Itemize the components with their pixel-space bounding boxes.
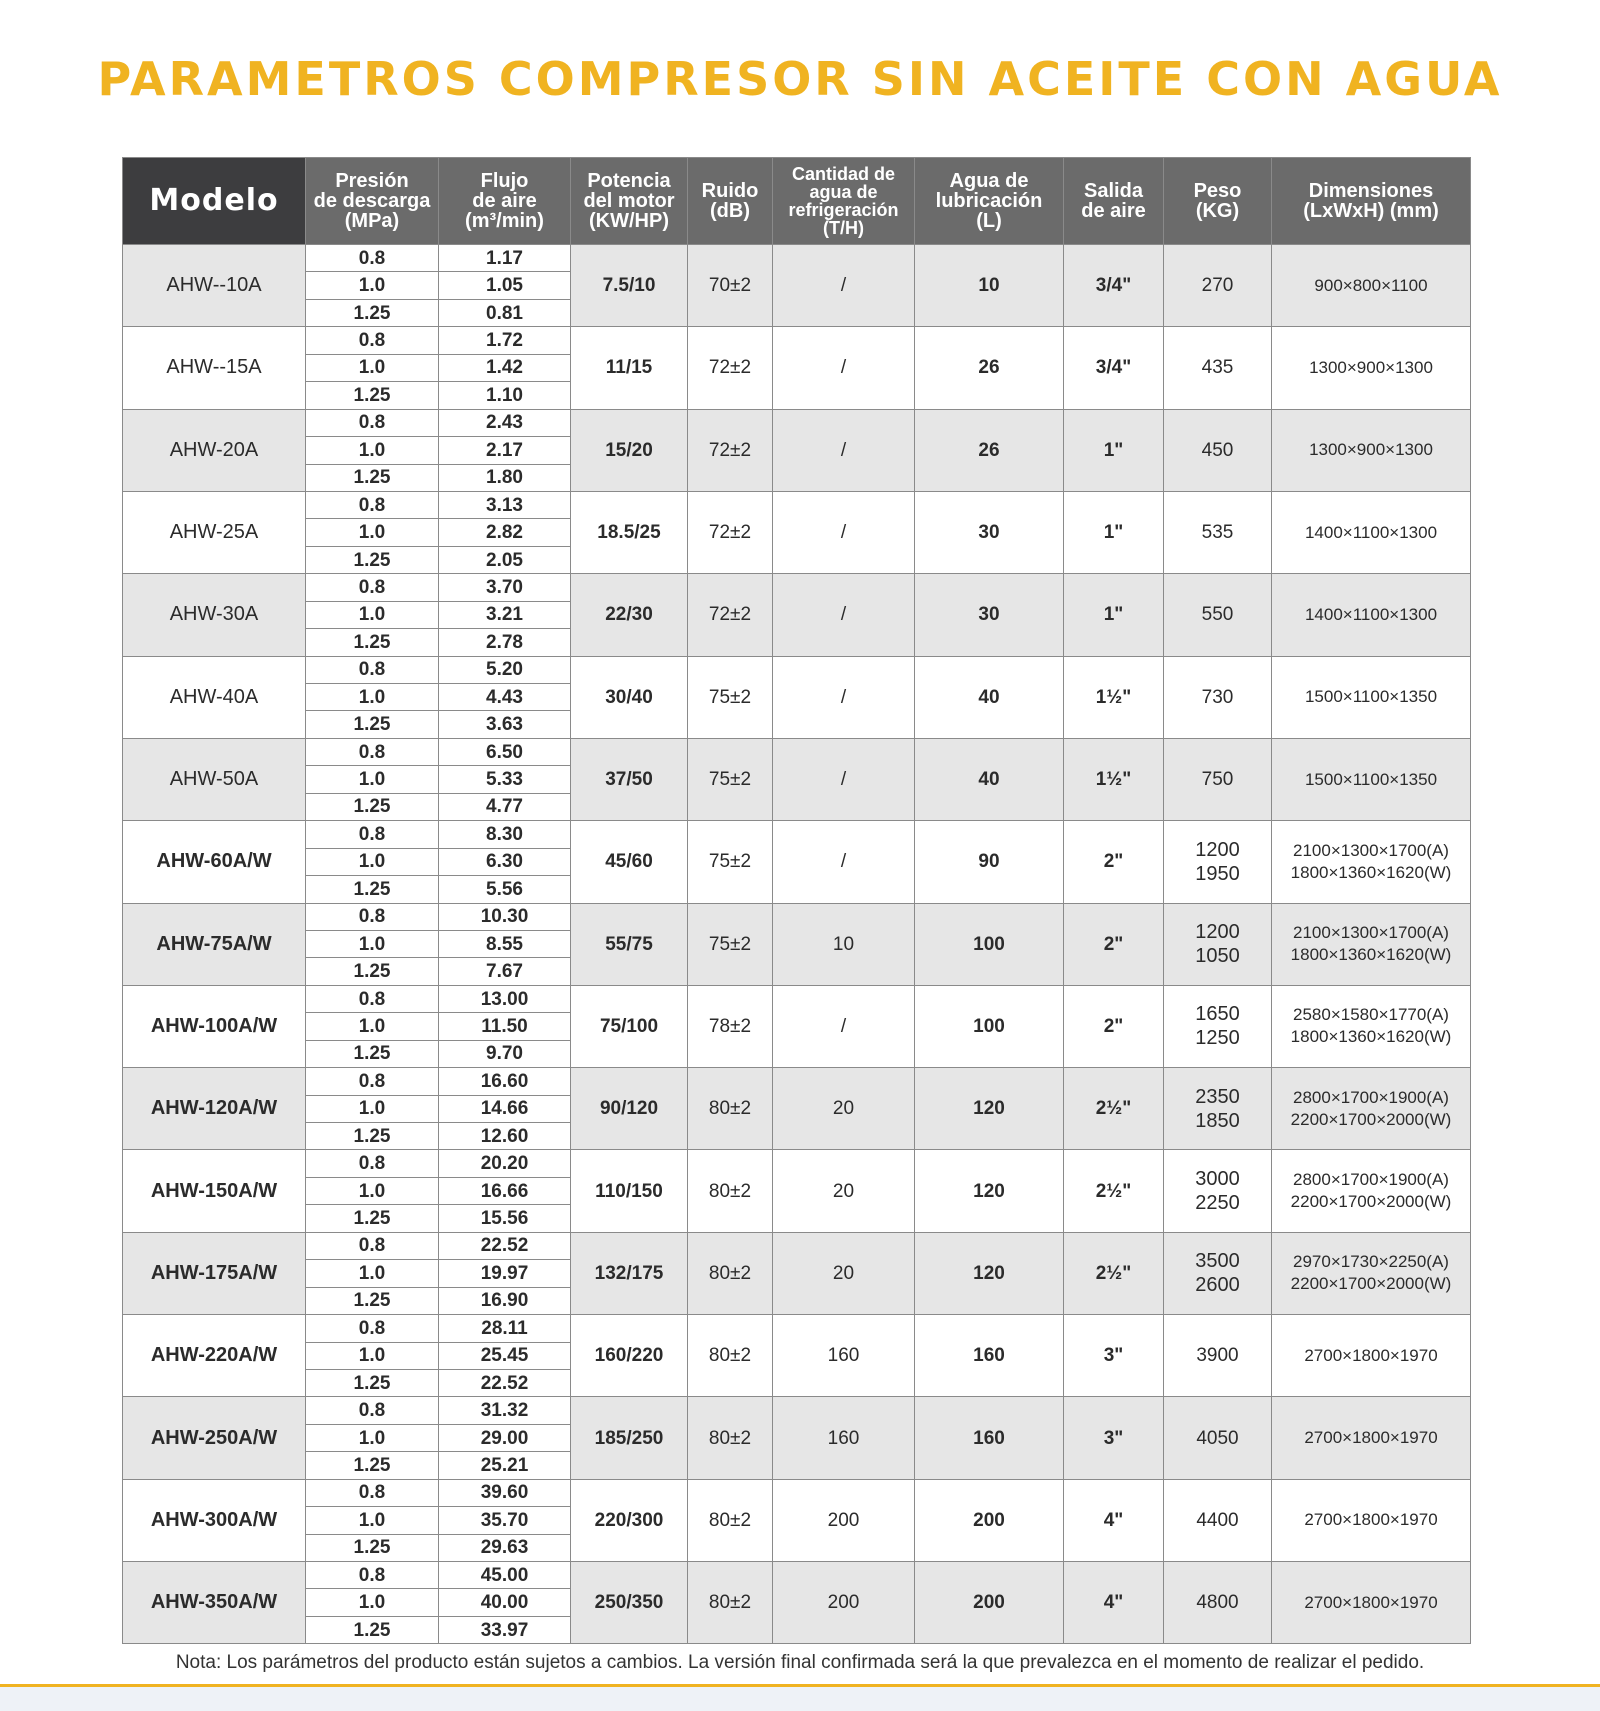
- pressure-cell: 0.8: [306, 327, 439, 354]
- cooling-water-cell: /: [773, 409, 915, 491]
- power-cell: 7.5/10: [571, 245, 688, 327]
- pressure-cell: 1.0: [306, 1342, 439, 1369]
- table-row: [123, 1068, 1471, 1095]
- header-model: Modelo: [123, 158, 306, 245]
- cooling-water-cell: 20: [773, 1150, 915, 1232]
- dimensions-cell: 2800×1700×1900(A) 2200×1700×2000(W): [1272, 1068, 1471, 1150]
- noise-cell: 80±2: [688, 1562, 773, 1644]
- model-cell: AHW-250A/W: [123, 1397, 306, 1479]
- model-cell: AHW-40A: [123, 656, 306, 738]
- noise-cell: 80±2: [688, 1397, 773, 1479]
- flow-cell: 2.43: [439, 409, 571, 436]
- air-outlet-cell: 1": [1064, 574, 1164, 656]
- table-row: [123, 1150, 1471, 1177]
- flow-cell: 15.56: [439, 1205, 571, 1232]
- flow-cell: 25.21: [439, 1452, 571, 1479]
- page-title: PARAMETROS COMPRESOR SIN ACEITE CON AGUA: [97, 52, 1503, 106]
- pressure-cell: 1.25: [306, 711, 439, 738]
- noise-cell: 72±2: [688, 574, 773, 656]
- flow-cell: 16.66: [439, 1177, 571, 1204]
- noise-cell: 75±2: [688, 903, 773, 985]
- table-row: [123, 574, 1471, 601]
- flow-cell: 1.05: [439, 272, 571, 299]
- cooling-water-cell: /: [773, 656, 915, 738]
- flow-cell: 31.32: [439, 1397, 571, 1424]
- air-outlet-cell: 3": [1064, 1315, 1164, 1397]
- pressure-cell: 1.25: [306, 1040, 439, 1067]
- flow-cell: 33.97: [439, 1616, 571, 1643]
- dimensions-cell: 1400×1100×1300: [1272, 574, 1471, 656]
- pressure-cell: 1.25: [306, 1123, 439, 1150]
- flow-cell: 2.17: [439, 437, 571, 464]
- model-cell: AHW-350A/W: [123, 1562, 306, 1644]
- flow-cell: 2.78: [439, 629, 571, 656]
- weight-cell: 435: [1164, 327, 1272, 409]
- flow-cell: 39.60: [439, 1479, 571, 1506]
- pressure-cell: 1.0: [306, 437, 439, 464]
- weight-cell: 450: [1164, 409, 1272, 491]
- cooling-water-cell: 160: [773, 1397, 915, 1479]
- pressure-cell: 1.0: [306, 684, 439, 711]
- weight-cell: 4800: [1164, 1562, 1272, 1644]
- flow-cell: 16.60: [439, 1068, 571, 1095]
- pressure-cell: 0.8: [306, 491, 439, 518]
- flow-cell: 22.52: [439, 1369, 571, 1396]
- dimensions-cell: 2100×1300×1700(A) 1800×1360×1620(W): [1272, 821, 1471, 903]
- pressure-cell: 1.0: [306, 848, 439, 875]
- pressure-cell: 1.25: [306, 1452, 439, 1479]
- noise-cell: 80±2: [688, 1150, 773, 1232]
- lubrication-cell: 100: [915, 903, 1064, 985]
- noise-cell: 75±2: [688, 738, 773, 820]
- air-outlet-cell: 3/4": [1064, 245, 1164, 327]
- table-row: [123, 409, 1471, 436]
- flow-cell: 5.20: [439, 656, 571, 683]
- pressure-cell: 0.8: [306, 1315, 439, 1342]
- weight-cell: 270: [1164, 245, 1272, 327]
- pressure-cell: 1.25: [306, 958, 439, 985]
- table-row: [123, 985, 1471, 1012]
- lubrication-cell: 120: [915, 1150, 1064, 1232]
- cooling-water-cell: 200: [773, 1562, 915, 1644]
- model-cell: AHW-50A: [123, 738, 306, 820]
- header-row: [123, 158, 1471, 245]
- weight-cell: 3900: [1164, 1315, 1272, 1397]
- cooling-water-cell: /: [773, 738, 915, 820]
- table-row: [123, 1315, 1471, 1342]
- air-outlet-cell: 1½": [1064, 738, 1164, 820]
- pressure-cell: 0.8: [306, 1479, 439, 1506]
- model-group: [123, 574, 1471, 656]
- cooling-water-cell: /: [773, 985, 915, 1067]
- flow-cell: 1.17: [439, 245, 571, 272]
- weight-cell: 2350 1850: [1164, 1068, 1272, 1150]
- table-row: [123, 1232, 1471, 1259]
- model-group: [123, 1150, 1471, 1232]
- air-outlet-cell: 2½": [1064, 1150, 1164, 1232]
- cooling-water-cell: 200: [773, 1479, 915, 1561]
- pressure-cell: 1.25: [306, 876, 439, 903]
- model-cell: AHW--10A: [123, 245, 306, 327]
- cooling-water-cell: 160: [773, 1315, 915, 1397]
- pressure-cell: 1.0: [306, 766, 439, 793]
- pressure-cell: 1.0: [306, 1507, 439, 1534]
- weight-cell: 4050: [1164, 1397, 1272, 1479]
- flow-cell: 45.00: [439, 1562, 571, 1589]
- flow-cell: 5.56: [439, 876, 571, 903]
- footnote: Nota: Los parámetros del producto están sujetos a cambios. La versión final confirmada será la que prevalezca en el momento de realizar el pedido.: [175, 1652, 1425, 1673]
- air-outlet-cell: 3": [1064, 1397, 1164, 1479]
- bottom-band: [0, 1687, 1600, 1711]
- dimensions-cell: 2100×1300×1700(A) 1800×1360×1620(W): [1272, 903, 1471, 985]
- header-noise: Ruido (dB): [688, 158, 773, 245]
- pressure-cell: 1.25: [306, 382, 439, 409]
- flow-cell: 14.66: [439, 1095, 571, 1122]
- pressure-cell: 1.0: [306, 1589, 439, 1616]
- noise-cell: 72±2: [688, 491, 773, 573]
- pressure-cell: 0.8: [306, 738, 439, 765]
- lubrication-cell: 90: [915, 821, 1064, 903]
- model-group: [123, 1232, 1471, 1314]
- model-cell: AHW-120A/W: [123, 1068, 306, 1150]
- pressure-cell: 0.8: [306, 574, 439, 601]
- cooling-water-cell: /: [773, 491, 915, 573]
- flow-cell: 8.55: [439, 930, 571, 957]
- flow-cell: 11.50: [439, 1013, 571, 1040]
- pressure-cell: 1.25: [306, 546, 439, 573]
- weight-cell: 3500 2600: [1164, 1232, 1272, 1314]
- flow-cell: 1.80: [439, 464, 571, 491]
- power-cell: 30/40: [571, 656, 688, 738]
- air-outlet-cell: 2½": [1064, 1068, 1164, 1150]
- pressure-cell: 1.25: [306, 1616, 439, 1643]
- pressure-cell: 0.8: [306, 1150, 439, 1177]
- air-outlet-cell: 2": [1064, 985, 1164, 1067]
- power-cell: 185/250: [571, 1397, 688, 1479]
- flow-cell: 8.30: [439, 821, 571, 848]
- flow-cell: 9.70: [439, 1040, 571, 1067]
- pressure-cell: 1.25: [306, 1369, 439, 1396]
- header-flow: Flujo de aire (m³/min): [439, 158, 571, 245]
- air-outlet-cell: 1": [1064, 491, 1164, 573]
- pressure-cell: 0.8: [306, 1068, 439, 1095]
- dimensions-cell: 2700×1800×1970: [1272, 1562, 1471, 1644]
- pressure-cell: 1.25: [306, 1534, 439, 1561]
- model-group: [123, 1479, 1471, 1561]
- lubrication-cell: 26: [915, 409, 1064, 491]
- lubrication-cell: 120: [915, 1232, 1064, 1314]
- table-row: [123, 656, 1471, 683]
- spec-table: [122, 157, 1471, 1644]
- dimensions-cell: 1400×1100×1300: [1272, 491, 1471, 573]
- flow-cell: 22.52: [439, 1232, 571, 1259]
- model-group: [123, 1562, 1471, 1644]
- dimensions-cell: 2700×1800×1970: [1272, 1479, 1471, 1561]
- pressure-cell: 0.8: [306, 245, 439, 272]
- lubrication-cell: 200: [915, 1479, 1064, 1561]
- pressure-cell: 1.0: [306, 1260, 439, 1287]
- model-cell: AHW-75A/W: [123, 903, 306, 985]
- model-cell: AHW-60A/W: [123, 821, 306, 903]
- cooling-water-cell: /: [773, 245, 915, 327]
- table-row: [123, 903, 1471, 930]
- flow-cell: 40.00: [439, 1589, 571, 1616]
- weight-cell: 1650 1250: [1164, 985, 1272, 1067]
- table-row: [123, 245, 1471, 272]
- air-outlet-cell: 2": [1064, 821, 1164, 903]
- model-group: [123, 656, 1471, 738]
- model-group: [123, 409, 1471, 491]
- power-cell: 11/15: [571, 327, 688, 409]
- header-pressure: Presión de descarga (MPa): [306, 158, 439, 245]
- dimensions-cell: 2700×1800×1970: [1272, 1397, 1471, 1479]
- table-row: [123, 821, 1471, 848]
- pressure-cell: 1.0: [306, 272, 439, 299]
- pressure-cell: 1.0: [306, 354, 439, 381]
- flow-cell: 1.42: [439, 354, 571, 381]
- pressure-cell: 1.25: [306, 464, 439, 491]
- pressure-cell: 1.0: [306, 1177, 439, 1204]
- noise-cell: 80±2: [688, 1068, 773, 1150]
- model-group: [123, 1397, 1471, 1479]
- pressure-cell: 0.8: [306, 409, 439, 436]
- lubrication-cell: 30: [915, 491, 1064, 573]
- lubrication-cell: 10: [915, 245, 1064, 327]
- pressure-cell: 1.25: [306, 793, 439, 820]
- table-row: [123, 1562, 1471, 1589]
- pressure-cell: 1.0: [306, 1013, 439, 1040]
- pressure-cell: 0.8: [306, 903, 439, 930]
- noise-cell: 80±2: [688, 1232, 773, 1314]
- power-cell: 110/150: [571, 1150, 688, 1232]
- dimensions-cell: 1300×900×1300: [1272, 409, 1471, 491]
- flow-cell: 0.81: [439, 299, 571, 326]
- air-outlet-cell: 2½": [1064, 1232, 1164, 1314]
- flow-cell: 6.50: [439, 738, 571, 765]
- model-group: [123, 821, 1471, 903]
- dimensions-cell: 1500×1100×1350: [1272, 656, 1471, 738]
- flow-cell: 2.05: [439, 546, 571, 573]
- power-cell: 75/100: [571, 985, 688, 1067]
- power-cell: 45/60: [571, 821, 688, 903]
- cooling-water-cell: /: [773, 821, 915, 903]
- flow-cell: 2.82: [439, 519, 571, 546]
- pressure-cell: 1.25: [306, 1205, 439, 1232]
- dimensions-cell: 2800×1700×1900(A) 2200×1700×2000(W): [1272, 1150, 1471, 1232]
- table-row: [123, 1397, 1471, 1424]
- table-row: [123, 491, 1471, 518]
- dimensions-cell: 1300×900×1300: [1272, 327, 1471, 409]
- power-cell: 132/175: [571, 1232, 688, 1314]
- model-cell: AHW-220A/W: [123, 1315, 306, 1397]
- flow-cell: 5.33: [439, 766, 571, 793]
- flow-cell: 29.00: [439, 1424, 571, 1451]
- weight-cell: 1200 1950: [1164, 821, 1272, 903]
- flow-cell: 35.70: [439, 1507, 571, 1534]
- table-row: [123, 738, 1471, 765]
- power-cell: 220/300: [571, 1479, 688, 1561]
- pressure-cell: 0.8: [306, 1397, 439, 1424]
- header-air-outlet: Salida de aire: [1064, 158, 1164, 245]
- power-cell: 15/20: [571, 409, 688, 491]
- cooling-water-cell: 10: [773, 903, 915, 985]
- model-group: [123, 327, 1471, 409]
- header-lubrication-water: Agua de lubricación (L): [915, 158, 1064, 245]
- noise-cell: 75±2: [688, 821, 773, 903]
- flow-cell: 28.11: [439, 1315, 571, 1342]
- model-cell: AHW-100A/W: [123, 985, 306, 1067]
- flow-cell: 1.72: [439, 327, 571, 354]
- pressure-cell: 0.8: [306, 985, 439, 1012]
- pressure-cell: 0.8: [306, 656, 439, 683]
- noise-cell: 72±2: [688, 327, 773, 409]
- lubrication-cell: 100: [915, 985, 1064, 1067]
- cooling-water-cell: 20: [773, 1068, 915, 1150]
- lubrication-cell: 30: [915, 574, 1064, 656]
- dimensions-cell: 1500×1100×1350: [1272, 738, 1471, 820]
- model-cell: AHW-175A/W: [123, 1232, 306, 1314]
- noise-cell: 78±2: [688, 985, 773, 1067]
- pressure-cell: 0.8: [306, 1562, 439, 1589]
- lubrication-cell: 40: [915, 656, 1064, 738]
- flow-cell: 1.10: [439, 382, 571, 409]
- header-dimensions: Dimensiones (LxWxH) (mm): [1272, 158, 1471, 245]
- model-group: [123, 1315, 1471, 1397]
- flow-cell: 10.30: [439, 903, 571, 930]
- noise-cell: 80±2: [688, 1315, 773, 1397]
- dimensions-cell: 2970×1730×2250(A) 2200×1700×2000(W): [1272, 1232, 1471, 1314]
- power-cell: 22/30: [571, 574, 688, 656]
- model-group: [123, 903, 1471, 985]
- dimensions-cell: 900×800×1100: [1272, 245, 1471, 327]
- noise-cell: 80±2: [688, 1479, 773, 1561]
- flow-cell: 3.13: [439, 491, 571, 518]
- flow-cell: 12.60: [439, 1123, 571, 1150]
- noise-cell: 72±2: [688, 409, 773, 491]
- table-row: [123, 327, 1471, 354]
- flow-cell: 7.67: [439, 958, 571, 985]
- flow-cell: 3.70: [439, 574, 571, 601]
- air-outlet-cell: 4": [1064, 1562, 1164, 1644]
- air-outlet-cell: 1½": [1064, 656, 1164, 738]
- weight-cell: 535: [1164, 491, 1272, 573]
- power-cell: 55/75: [571, 903, 688, 985]
- pressure-cell: 0.8: [306, 1232, 439, 1259]
- model-cell: AHW-20A: [123, 409, 306, 491]
- weight-cell: 550: [1164, 574, 1272, 656]
- noise-cell: 75±2: [688, 656, 773, 738]
- flow-cell: 16.90: [439, 1287, 571, 1314]
- power-cell: 37/50: [571, 738, 688, 820]
- cooling-water-cell: 20: [773, 1232, 915, 1314]
- model-group: [123, 245, 1471, 327]
- flow-cell: 4.77: [439, 793, 571, 820]
- air-outlet-cell: 2": [1064, 903, 1164, 985]
- power-cell: 250/350: [571, 1562, 688, 1644]
- model-cell: AHW-150A/W: [123, 1150, 306, 1232]
- pressure-cell: 1.0: [306, 1424, 439, 1451]
- pressure-cell: 0.8: [306, 821, 439, 848]
- cooling-water-cell: /: [773, 574, 915, 656]
- flow-cell: 19.97: [439, 1260, 571, 1287]
- dimensions-cell: 2580×1580×1770(A) 1800×1360×1620(W): [1272, 985, 1471, 1067]
- model-group: [123, 985, 1471, 1067]
- pressure-cell: 1.0: [306, 519, 439, 546]
- weight-cell: 750: [1164, 738, 1272, 820]
- weight-cell: 3000 2250: [1164, 1150, 1272, 1232]
- lubrication-cell: 40: [915, 738, 1064, 820]
- air-outlet-cell: 4": [1064, 1479, 1164, 1561]
- model-cell: AHW-30A: [123, 574, 306, 656]
- table-row: [123, 1479, 1471, 1506]
- flow-cell: 25.45: [439, 1342, 571, 1369]
- lubrication-cell: 160: [915, 1397, 1064, 1479]
- model-group: [123, 1068, 1471, 1150]
- weight-cell: 4400: [1164, 1479, 1272, 1561]
- weight-cell: 730: [1164, 656, 1272, 738]
- header-cooling-water: Cantidad de agua de refrigeración (T/H): [773, 158, 915, 245]
- flow-cell: 20.20: [439, 1150, 571, 1177]
- weight-cell: 1200 1050: [1164, 903, 1272, 985]
- model-group: [123, 738, 1471, 820]
- lubrication-cell: 26: [915, 327, 1064, 409]
- pressure-cell: 1.25: [306, 1287, 439, 1314]
- air-outlet-cell: 3/4": [1064, 327, 1164, 409]
- flow-cell: 4.43: [439, 684, 571, 711]
- lubrication-cell: 160: [915, 1315, 1064, 1397]
- header-weight: Peso (KG): [1164, 158, 1272, 245]
- model-cell: AHW-25A: [123, 491, 306, 573]
- flow-cell: 3.63: [439, 711, 571, 738]
- pressure-cell: 1.0: [306, 930, 439, 957]
- pressure-cell: 1.0: [306, 1095, 439, 1122]
- header-power: Potencia del motor (KW/HP): [571, 158, 688, 245]
- lubrication-cell: 200: [915, 1562, 1064, 1644]
- cooling-water-cell: /: [773, 327, 915, 409]
- air-outlet-cell: 1": [1064, 409, 1164, 491]
- flow-cell: 3.21: [439, 601, 571, 628]
- power-cell: 18.5/25: [571, 491, 688, 573]
- model-cell: AHW-300A/W: [123, 1479, 306, 1561]
- flow-cell: 13.00: [439, 985, 571, 1012]
- power-cell: 90/120: [571, 1068, 688, 1150]
- power-cell: 160/220: [571, 1315, 688, 1397]
- model-group: [123, 491, 1471, 573]
- dimensions-cell: 2700×1800×1970: [1272, 1315, 1471, 1397]
- pressure-cell: 1.25: [306, 629, 439, 656]
- model-cell: AHW--15A: [123, 327, 306, 409]
- noise-cell: 70±2: [688, 245, 773, 327]
- flow-cell: 6.30: [439, 848, 571, 875]
- lubrication-cell: 120: [915, 1068, 1064, 1150]
- pressure-cell: 1.0: [306, 601, 439, 628]
- pressure-cell: 1.25: [306, 299, 439, 326]
- flow-cell: 29.63: [439, 1534, 571, 1561]
